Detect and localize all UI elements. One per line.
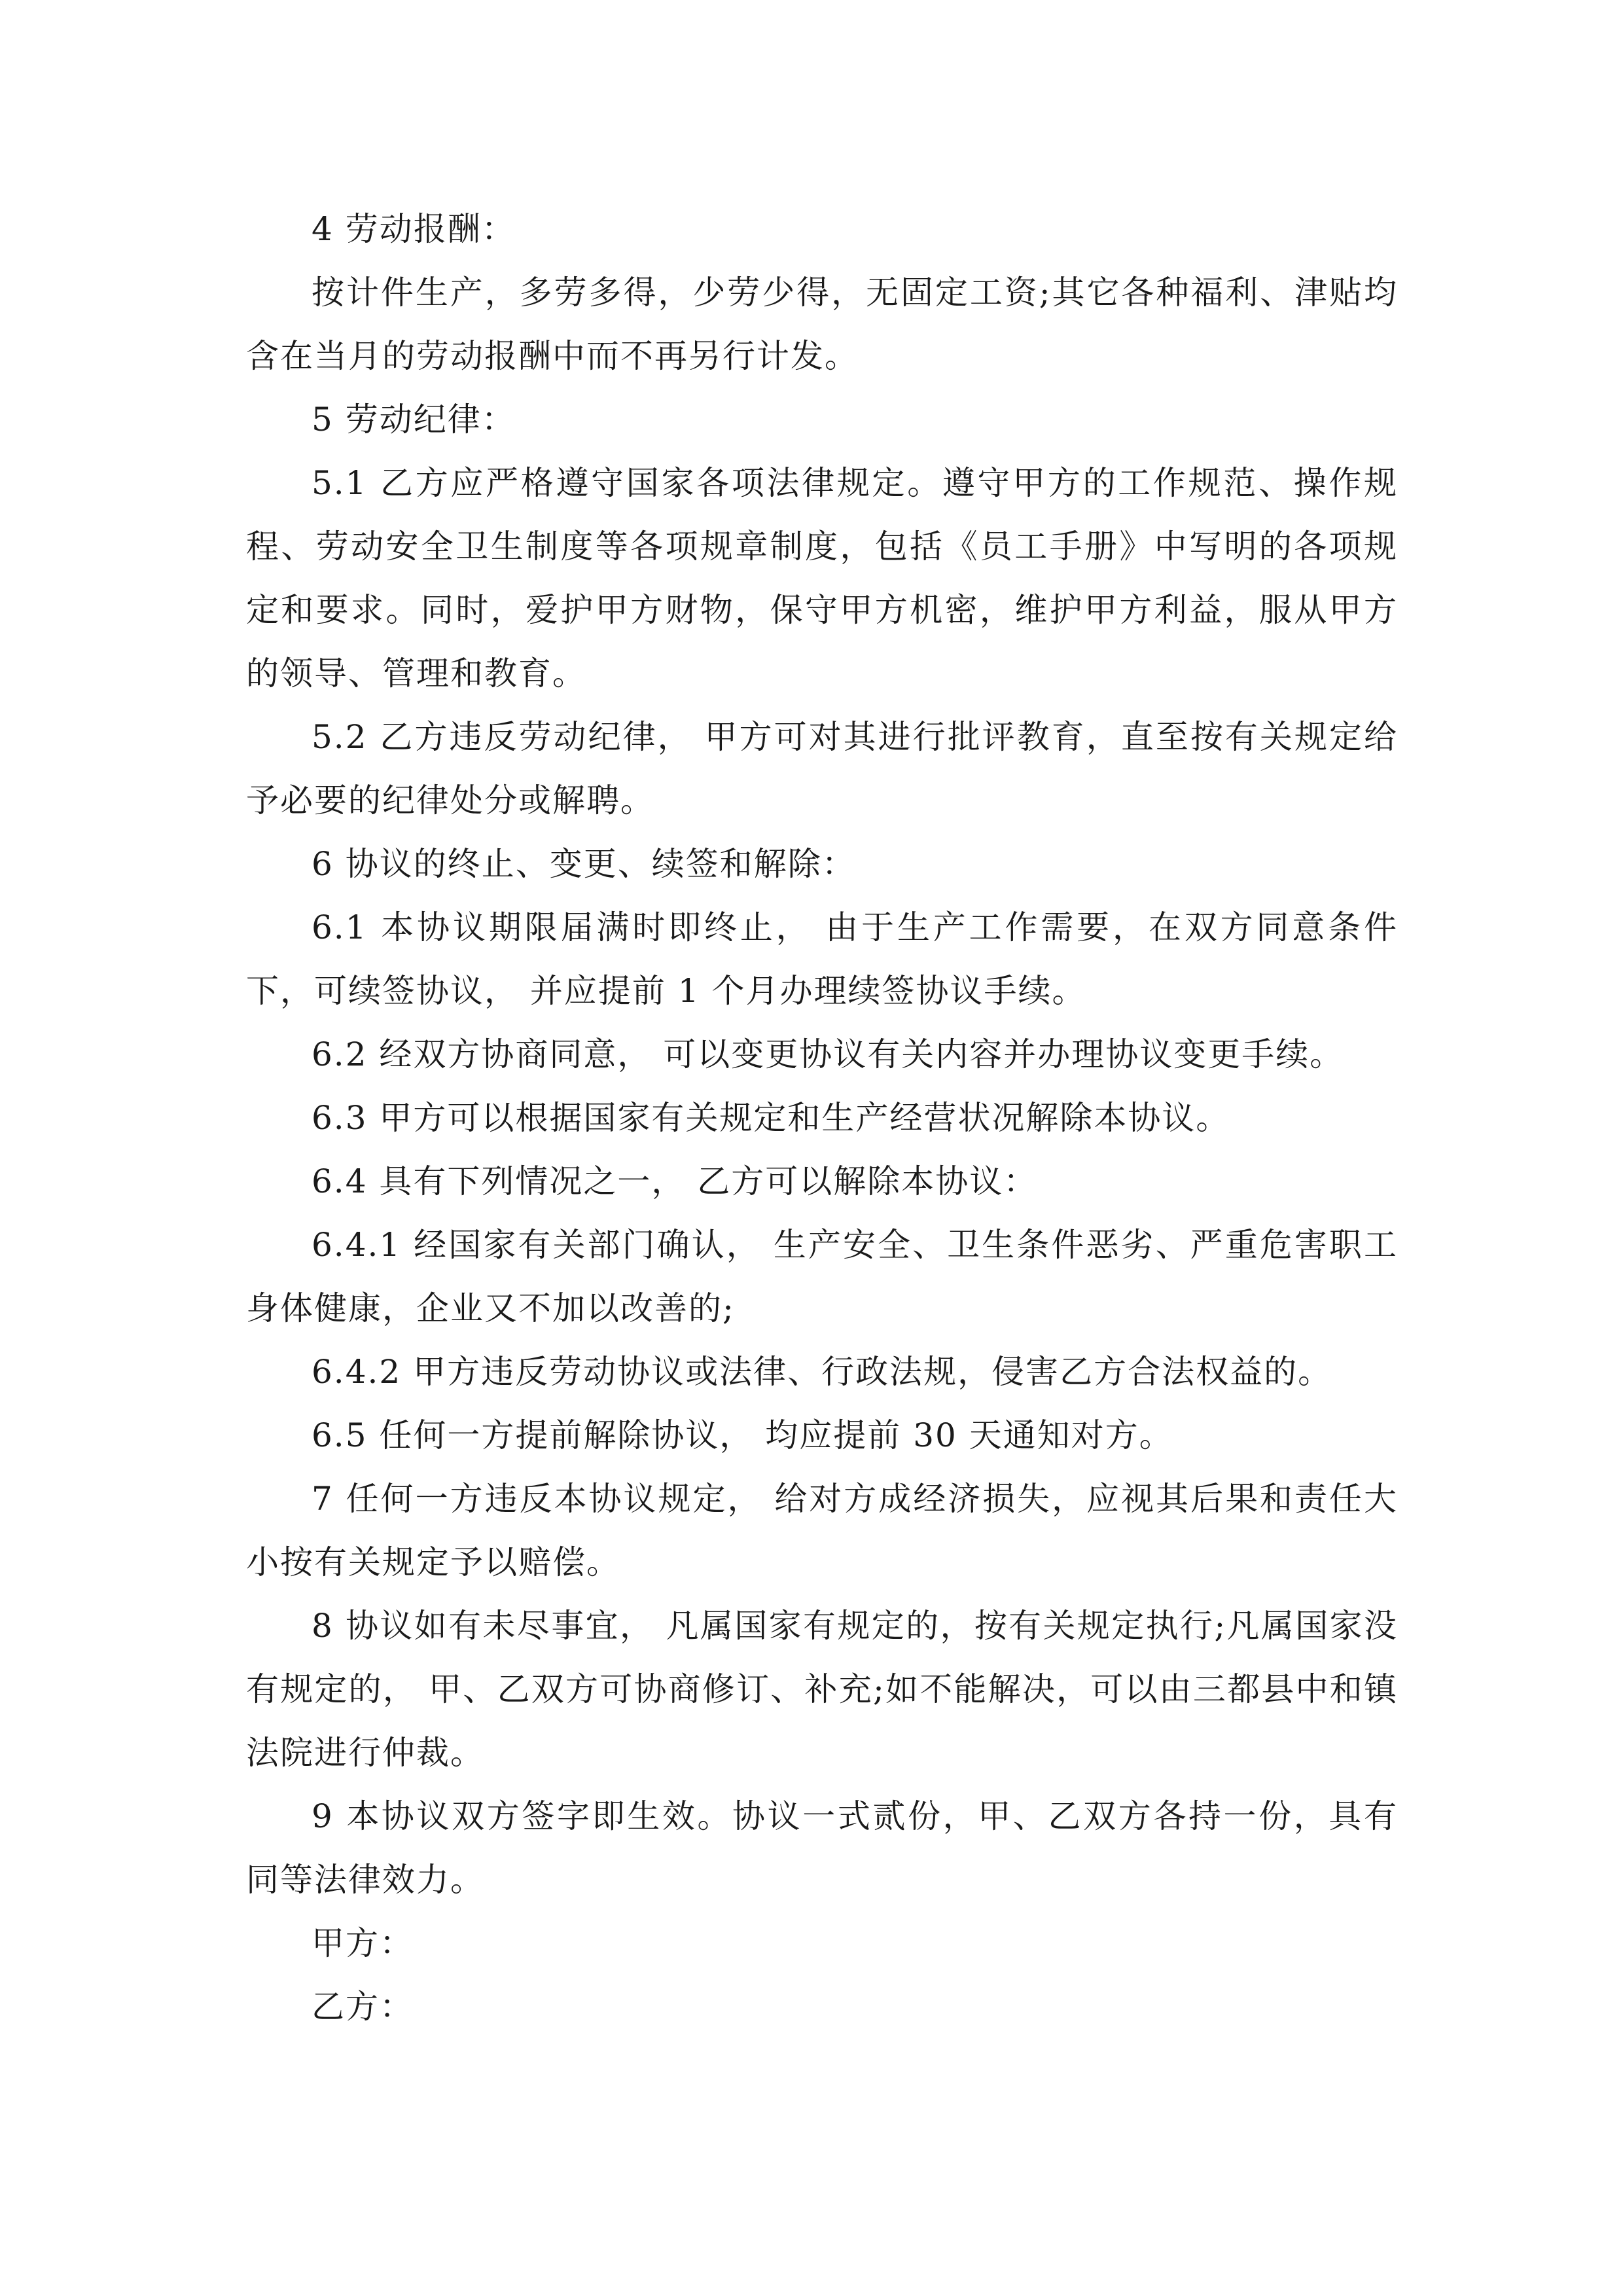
party-b-signature-line: 乙方： bbox=[312, 1988, 414, 2026]
clause-5-2: 5.2 乙方违反劳动纪律， 甲方可对其进行批评教育，直至按有关规定给予必要的纪律处分或解聘。 bbox=[246, 718, 1398, 819]
party-a-signature-line: 甲方： bbox=[312, 1924, 414, 1962]
clause-6-3: 6.3 甲方可以根据国家有关规定和生产经营状况解除本协议。 bbox=[312, 1099, 1230, 1137]
clause-6-4: 6.4 具有下列情况之一， 乙方可以解除本协议： bbox=[312, 1162, 1038, 1200]
section-4-text: 按计件生产，多劳多得，少劳少得，无固定工资;其它各种福利、津贴均含在当月的劳动报酬中而不再另行计发。 bbox=[246, 274, 1398, 375]
section-5-heading: 5 劳动纪律： bbox=[312, 401, 516, 439]
section-4-heading: 4 劳动报酬： bbox=[312, 210, 516, 248]
document-body bbox=[246, 198, 1398, 2039]
clause-6-4-2: 6.4.2 甲方违反劳动协议或法律、行政法规，侵害乙方合法权益的。 bbox=[312, 1353, 1332, 1391]
section-6-heading: 6 协议的终止、变更、续签和解除： bbox=[312, 845, 856, 883]
clause-6-4-1: 6.4.1 经国家有关部门确认， 生产安全、卫生条件恶劣、严重危害职工身体健康，企业又不加以改善的; bbox=[246, 1226, 1398, 1327]
section-7: 7 任何一方违反本协议规定， 给对方成经济损失，应视其后果和责任大小按有关规定予以赔偿。 bbox=[246, 1480, 1398, 1581]
clause-6-2: 6.2 经双方协商同意， 可以变更协议有关内容并办理协议变更手续。 bbox=[312, 1035, 1344, 1073]
clause-6-5: 6.5 任何一方提前解除协议， 均应提前 30 天通知对方。 bbox=[312, 1416, 1173, 1454]
section-9: 9 本协议双方签字即生效。协议一式贰份，甲、乙双方各持一份，具有同等法律效力。 bbox=[246, 1797, 1398, 1899]
section-8: 8 协议如有未尽事宜， 凡属国家有规定的，按有关规定执行;凡属国家没有规定的， 甲、乙双方可协商修订、补充;如不能解决，可以由三都县中和镇法院进行仲裁。 bbox=[246, 1607, 1398, 1772]
clause-6-1: 6.1 本协议期限届满时即终止， 由于生产工作需要，在双方同意条件下，可续签协议， 并应提前 1 个月办理续签协议手续。 bbox=[246, 908, 1398, 1010]
clause-5-1: 5.1 乙方应严格遵守国家各项法律规定。遵守甲方的工作规范、操作规程、劳动安全卫生制度等各项规章制度，包括《员工手册》中写明的各项规定和要求。同时，爱护甲方财物，保守甲方机密，维护甲方利益，服从甲方的领导、管理和教育。 bbox=[246, 464, 1398, 692]
